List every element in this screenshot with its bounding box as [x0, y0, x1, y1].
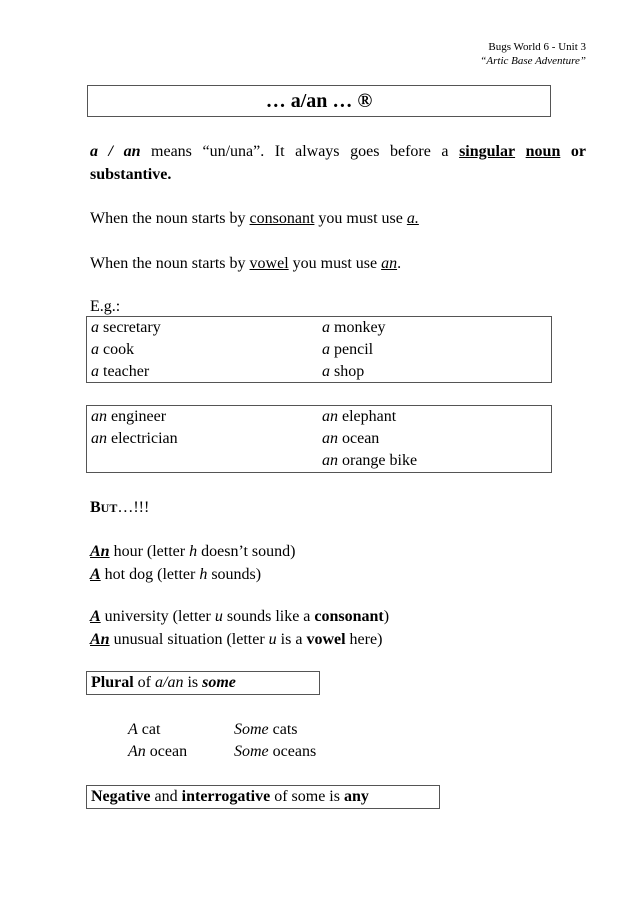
- intro-noun: noun: [525, 143, 561, 160]
- example-item: [91, 361, 149, 383]
- exception-text: hot dog (letter: [100, 566, 200, 583]
- exception-text: hour (letter: [109, 543, 190, 560]
- example-item: [322, 339, 373, 361]
- example-article: a: [91, 319, 99, 336]
- plural-some: some: [202, 674, 236, 691]
- exception-letter: h: [199, 566, 208, 583]
- exception-text: university (letter: [100, 608, 215, 625]
- rule-consonant-keyword: consonant: [249, 210, 315, 227]
- plural-example-row: [128, 719, 160, 741]
- exception-line: [90, 605, 586, 628]
- negative-rule-text: [91, 786, 369, 808]
- header-unit-title: “Artic Base Adventure”: [480, 55, 586, 67]
- singular-article: A: [128, 721, 138, 738]
- plural-articles: a/an: [155, 674, 184, 691]
- plural-article: Some: [234, 721, 269, 738]
- plural-keyword: Plural: [91, 674, 134, 691]
- intro-singular: singular: [459, 143, 516, 160]
- example-item: [322, 428, 379, 450]
- example-article: an: [322, 430, 338, 447]
- example-word: electrician: [107, 430, 178, 447]
- exception-letter: u: [214, 608, 223, 625]
- header-course: Bugs World 6 - Unit 3: [488, 41, 586, 53]
- plural-word: cats: [268, 721, 298, 738]
- singular-word: ocean: [145, 743, 188, 760]
- exception-letter: u: [268, 631, 277, 648]
- exception-keyword: consonant: [314, 608, 384, 625]
- example-item: [322, 317, 386, 339]
- exception-article: An: [90, 631, 110, 648]
- example-item: [91, 406, 166, 428]
- document-header: [480, 40, 586, 68]
- exception-text: doesn’t sound): [197, 543, 296, 560]
- rule-vowel-article: an: [381, 255, 398, 272]
- example-word: shop: [330, 363, 365, 380]
- example-article: a: [91, 341, 99, 358]
- example-article: a: [91, 363, 99, 380]
- negative-text: and: [150, 788, 182, 805]
- plural-rule-box: [86, 671, 320, 695]
- rule-consonant: [90, 207, 586, 230]
- rule-vowel-text-2: you must use: [288, 255, 382, 272]
- interrogative-keyword: interrogative: [181, 788, 271, 805]
- negative-rule-box: [86, 785, 440, 809]
- any-keyword: any: [343, 788, 369, 805]
- example-article: a: [322, 341, 330, 358]
- exception-text: sounds): [207, 566, 262, 583]
- rule-consonant-text-2: you must use: [314, 210, 407, 227]
- example-word: teacher: [99, 363, 150, 380]
- but-heading: [90, 496, 586, 520]
- plural-example-row: [128, 741, 187, 763]
- plural-word: oceans: [268, 743, 317, 760]
- exception-article: A: [90, 608, 101, 625]
- example-article: an: [91, 430, 107, 447]
- rule-vowel: [90, 252, 586, 275]
- negative-text: of some is: [270, 788, 344, 805]
- rule-vowel-text-1: When the noun starts by: [90, 255, 250, 272]
- examples-a-box: [86, 316, 552, 383]
- example-item: [91, 339, 134, 361]
- but-smallcaps: UT: [100, 501, 118, 515]
- plural-rule-text: [91, 672, 236, 694]
- plural-example-row: [234, 741, 316, 763]
- plural-article: Some: [234, 743, 269, 760]
- exception-line: [90, 540, 586, 563]
- example-article: an: [91, 408, 107, 425]
- example-word: cook: [99, 341, 135, 358]
- singular-article: An: [128, 743, 146, 760]
- rule-vowel-keyword: vowel: [249, 255, 289, 272]
- example-word: pencil: [330, 341, 374, 358]
- plural-text: is: [183, 674, 203, 691]
- intro-term: a / an: [90, 143, 141, 160]
- intro-space: [515, 143, 526, 160]
- example-word: monkey: [330, 319, 386, 336]
- example-article: an: [322, 408, 338, 425]
- but-exclaim: …!!!: [117, 499, 150, 516]
- intro-paragraph: [90, 140, 586, 186]
- example-article: an: [322, 452, 338, 469]
- example-word: engineer: [107, 408, 167, 425]
- example-word: orange bike: [338, 452, 418, 469]
- singular-word: cat: [137, 721, 161, 738]
- exception-article: An: [90, 543, 110, 560]
- example-word: secretary: [99, 319, 161, 336]
- exception-article: A: [90, 566, 101, 583]
- exception-text: is a: [276, 631, 307, 648]
- intro-text-1: means “un/una”. It always goes before a: [140, 143, 460, 160]
- example-item: [91, 317, 161, 339]
- exception-letter: h: [189, 543, 198, 560]
- exception-keyword: vowel: [306, 631, 346, 648]
- negative-keyword: Negative: [91, 788, 151, 805]
- page-title: … a/an … ®: [87, 85, 551, 117]
- plural-example-row: [234, 719, 298, 741]
- example-item: [322, 361, 364, 383]
- exception-text: sounds like a: [222, 608, 315, 625]
- example-article: a: [322, 363, 330, 380]
- example-word: elephant: [338, 408, 397, 425]
- rule-consonant-article: a.: [406, 210, 419, 227]
- example-item: [322, 406, 396, 428]
- exception-text: unusual situation (letter: [109, 631, 269, 648]
- exception-line: [90, 628, 586, 651]
- exception-text: here): [345, 631, 383, 648]
- plural-text: of: [133, 674, 155, 691]
- eg-label: E.g.:: [90, 298, 121, 315]
- intro-text-2: or substantive.: [90, 143, 587, 183]
- exception-text: ): [383, 608, 390, 625]
- example-item: [91, 428, 178, 450]
- rule-vowel-text-3: .: [397, 255, 402, 272]
- exception-line: [90, 563, 586, 586]
- example-item: [322, 450, 417, 472]
- example-article: a: [322, 319, 330, 336]
- example-word: ocean: [338, 430, 380, 447]
- but-initial: B: [90, 499, 101, 516]
- rule-consonant-text-1: When the noun starts by: [90, 210, 250, 227]
- examples-an-box: [86, 405, 552, 473]
